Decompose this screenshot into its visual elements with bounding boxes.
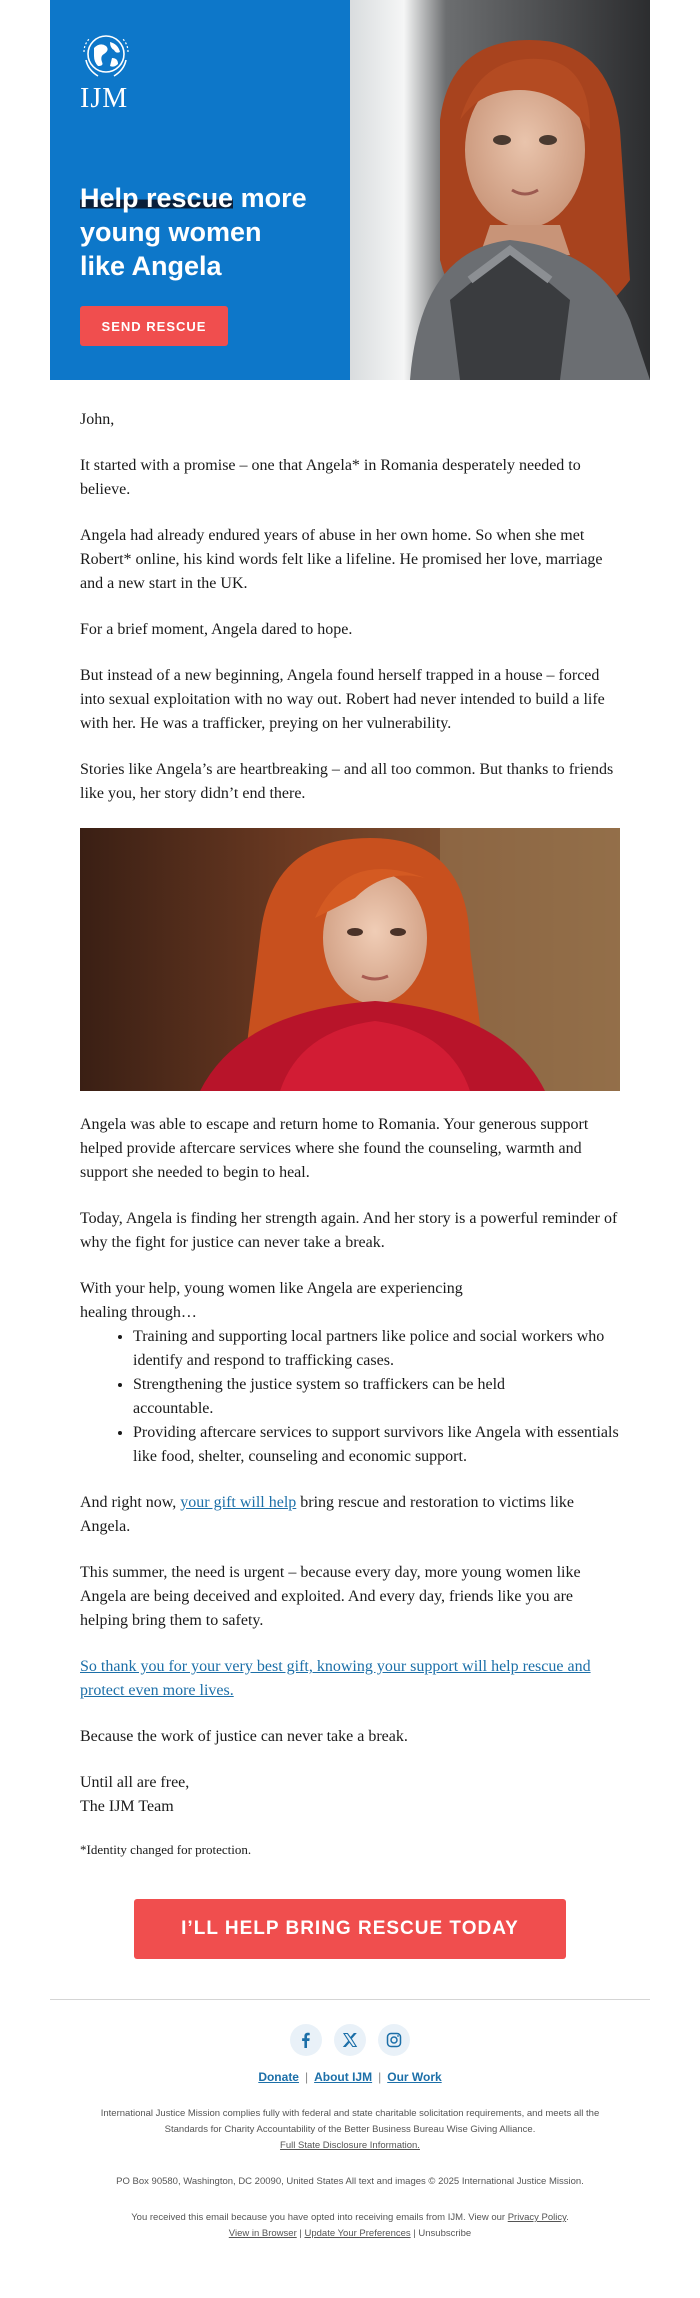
hero-headline xyxy=(80,181,330,283)
compliance-text xyxy=(80,2106,620,2154)
separator: | xyxy=(304,2070,309,2084)
ijm-globe-logo-icon xyxy=(80,30,132,82)
list-item: • Training and supporting local partners like police and social workers who identify and respond to trafficking cases. xyxy=(133,1325,620,1373)
footnote: *Identity changed for protection. xyxy=(80,1842,252,1857)
view-in-browser-link[interactable]: View in Browser xyxy=(228,2228,297,2239)
paragraph-1: It started with a promise – one that Angela* in Romania desperately needed to believe. xyxy=(80,457,581,498)
paragraph-3: For a brief moment, Angela dared to hope. xyxy=(80,621,353,638)
headline-line-2: young women xyxy=(80,217,262,247)
headline-line-3: like Angela xyxy=(80,251,222,281)
help-bring-rescue-button[interactable]: I’LL HELP BRING RESCUE TODAY xyxy=(134,1899,566,1959)
healing-list xyxy=(80,1325,620,1469)
footer-link-about[interactable]: About IJM xyxy=(314,2070,373,2084)
list-item: • Providing aftercare services to support survivors like Angela with essentials like food, shelter, counseling and economic support. xyxy=(133,1421,620,1469)
paragraph-12: Because the work of justice can never take a break. xyxy=(80,1728,408,1745)
disclosure-link[interactable]: Full State Disclosure Information. xyxy=(280,2140,420,2151)
signoff xyxy=(80,1771,620,1819)
hero-panel xyxy=(50,0,350,380)
subscription-text xyxy=(80,2210,620,2242)
privacy-policy-link[interactable]: Privacy Policy xyxy=(507,2212,567,2223)
paragraph-11 xyxy=(80,1655,620,1703)
footer xyxy=(50,2000,650,2242)
hero-portrait-image xyxy=(350,0,650,380)
compliance-statement: International Justice Mission complies fully with federal and state charitable solicitation requirements, and meets all the Standards for Charity Accountability of the Better Business Bureau Wise Giving Alliance. xyxy=(100,2108,600,2135)
send-rescue-button[interactable]: SEND RESCUE xyxy=(80,306,228,346)
instagram-icon[interactable] xyxy=(378,2024,410,2056)
paragraph-9-start: And right now, xyxy=(80,1494,181,1511)
separator: | xyxy=(378,2070,382,2084)
gift-link[interactable]: your gift will help xyxy=(180,1494,297,1511)
signature: The IJM Team xyxy=(80,1798,174,1815)
update-preferences-link[interactable]: Update Your Preferences xyxy=(304,2228,411,2239)
period: . xyxy=(566,2212,569,2223)
paragraph-2: Angela had already endured years of abuse in her own home. So when she met Robert* online, his kind words felt like a lifeline. He promised her love, marriage and a new start in the UK. xyxy=(80,527,603,592)
closing: Until all are free, xyxy=(80,1774,190,1791)
headline-highlight: Help rescue xyxy=(80,183,234,213)
email-container xyxy=(50,0,650,2242)
address-text: PO Box 90580, Washington, DC 20090, United States All text and images © 2025 International Justice Mission. xyxy=(116,2176,584,2187)
facebook-icon[interactable] xyxy=(290,2024,322,2056)
ijm-logo-text: IJM xyxy=(80,83,129,114)
greeting: John, xyxy=(80,411,115,428)
best-gift-link[interactable]: So thank you for your very best gift, knowing your support will help rescue and protect even more lives. xyxy=(80,1658,591,1699)
hero-banner xyxy=(50,0,650,380)
separator: | xyxy=(299,2228,302,2239)
unsubscribe-link[interactable]: Unsubscribe xyxy=(418,2228,472,2239)
hero-photo-angela xyxy=(350,0,650,380)
cta-container xyxy=(50,1899,650,1959)
paragraph-4: But instead of a new beginning, Angela found herself trapped in a house – forced into sexual exploitation with no way out. Robert had never intended to build a life with her. He was a trafficker, preying on her vulnerability. xyxy=(80,667,605,732)
headline-part: more xyxy=(233,183,307,213)
separator: | xyxy=(413,2228,416,2239)
paragraph-10: This summer, the need is urgent – because every day, more young women like Angela are being deceived and exploited. And every day, friends like you are helping bring them to safety. xyxy=(80,1564,581,1629)
received-notice: You received this email because you have opted into receiving emails from IJM. View our xyxy=(131,2212,508,2223)
x-icon[interactable] xyxy=(334,2024,366,2056)
paragraph-9 xyxy=(80,1491,620,1539)
list-item: • Strengthening the justice system so traffickers can be held accountable. xyxy=(133,1373,533,1421)
paragraph-6: Angela was able to escape and return home to Romania. Your generous support helped provide aftercare services where she found the counseling, warmth and support she needed to begin to heal. xyxy=(80,1116,589,1181)
paragraph-7: Today, Angela is finding her strength again. And her story is a powerful reminder of why the fight for justice can never take a break. xyxy=(80,1210,618,1251)
footer-link-donate[interactable]: Donate xyxy=(258,2070,299,2084)
letter-body xyxy=(50,380,650,1859)
paragraph-9-end: bring rescue and restoration to victims like Angela. xyxy=(80,1494,574,1535)
footer-link-our-work[interactable]: Our Work xyxy=(387,2070,442,2084)
angela-photo xyxy=(80,828,620,1091)
footer-nav xyxy=(50,2070,650,2084)
paragraph-5: Stories like Angela’s are heartbreaking – and all too common. But thanks to friends like you, her story didn’t end there. xyxy=(80,761,614,802)
social-links xyxy=(50,2024,650,2056)
paragraph-8: With your help, young women like Angela are experiencing healing through… xyxy=(80,1280,463,1321)
